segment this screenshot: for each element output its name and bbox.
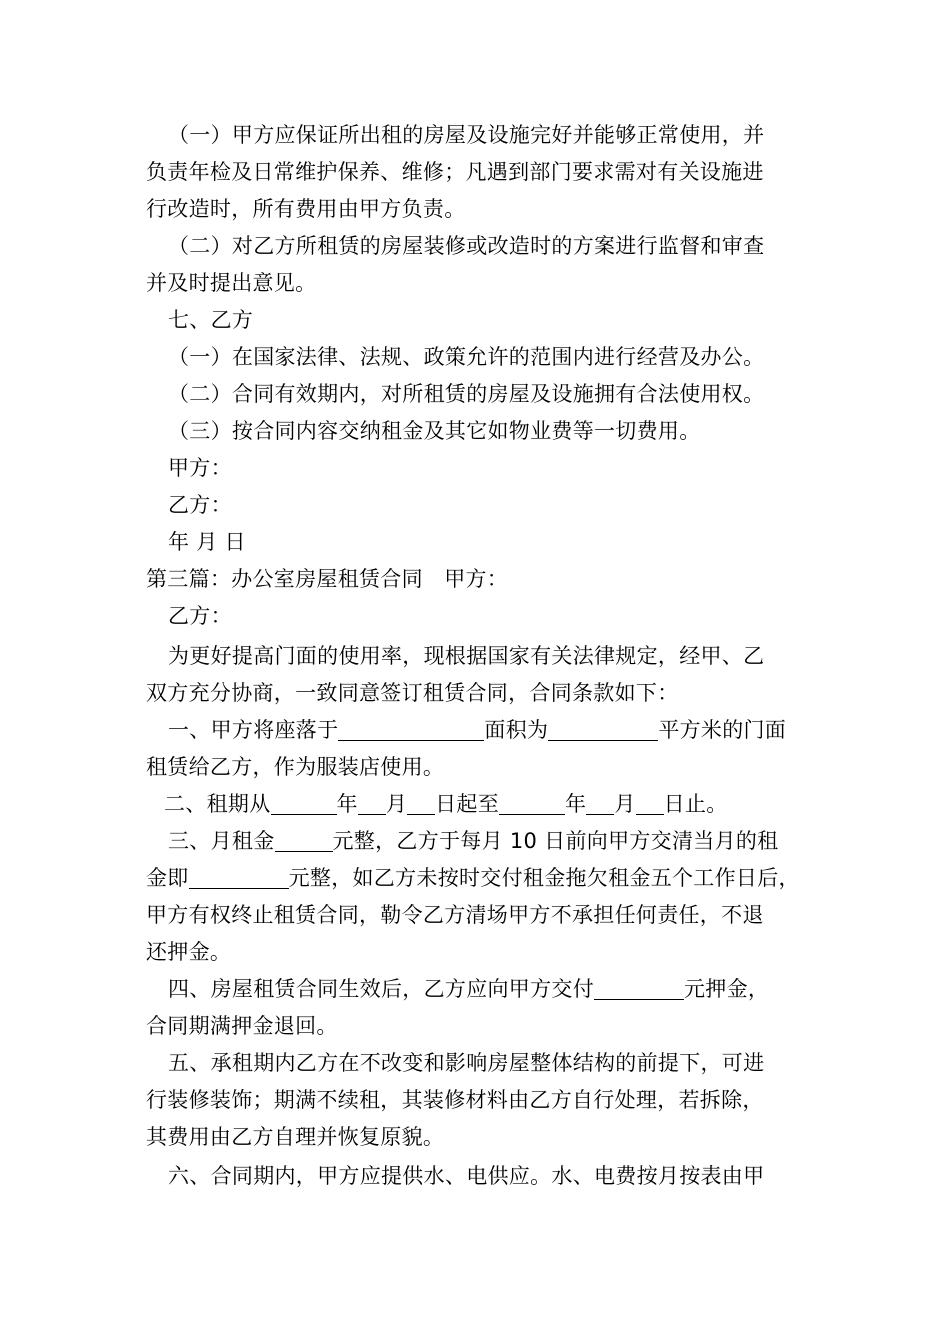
clause-text: 金即 <box>146 866 189 890</box>
blank-area[interactable] <box>548 716 658 741</box>
clause-4-line-1 <box>146 971 838 1007</box>
paragraph-line: 并及时提出意见。 <box>146 271 317 295</box>
paragraph-line: （三）按合同内容交纳租金及其它如物业费等一切费用。 <box>168 419 701 443</box>
clause-text: 年 <box>565 792 587 816</box>
section-heading: 七、乙方 <box>168 308 254 332</box>
clause-6-line-1: 六、合同期内，甲方应提供水、电供应。水、电费按月按表由甲 <box>168 1164 765 1188</box>
clause-text: 面积为 <box>484 718 549 742</box>
signature-date: 年 月 日 <box>168 530 246 554</box>
paragraph-line: 双方充分协商，一致同意签订租赁合同，合同条款如下： <box>146 681 679 705</box>
clause-text: 月 <box>614 792 636 816</box>
blank-monthly-rent[interactable] <box>275 827 333 852</box>
paragraph-line: （一）甲方应保证所出租的房屋及设施完好并能够正常使用，并 <box>168 123 765 147</box>
signature-party-a: 甲方： <box>168 456 232 480</box>
clause-4-line-2: 合同期满押金退回。 <box>146 1014 338 1038</box>
clause-text: 年 <box>336 792 358 816</box>
clause-text: 三、月租金 <box>168 829 275 853</box>
paragraph-line: 为更好提高门面的使用率，现根据国家有关法律规定，经甲、乙 <box>168 644 765 668</box>
blank-start-month[interactable] <box>358 790 386 815</box>
paragraph-line: 行改造时，所有费用由甲方负责。 <box>146 197 466 221</box>
blank-deposit[interactable] <box>594 975 684 1000</box>
clause-text: 一、甲方将座落于 <box>168 718 339 742</box>
blank-start-day[interactable] <box>407 790 435 815</box>
clause-5-line-1: 五、承租期内乙方在不改变和影响房屋整体结构的前提下，可进 <box>168 1051 765 1075</box>
clause-text: 元押金， <box>684 977 770 1001</box>
clause-text: 日止。 <box>663 792 728 816</box>
clause-text: 月 <box>385 792 408 816</box>
party-b-label: 乙方： <box>168 604 232 628</box>
clause-text: 平方米的门面 <box>658 718 787 742</box>
blank-end-year[interactable] <box>499 790 565 815</box>
clause-3-line-3: 甲方有权终止租赁合同，勒令乙方清场甲方不承担任何责任，不退 <box>146 903 764 927</box>
paragraph-line: 负责年检及日常维护保养、维修；凡遇到部门要求需对有关设施进 <box>146 160 764 184</box>
clause-text: 元整，如乙方未按时交付租金拖欠租金五个工作日后， <box>288 866 800 890</box>
clause-5-line-3: 其费用由乙方自理并恢复原貌。 <box>146 1125 445 1149</box>
clause-text: 日起至 <box>435 792 500 816</box>
clause-3-line-4: 还押金。 <box>146 940 232 964</box>
blank-location[interactable] <box>338 716 484 741</box>
clause-1-line-2: 租赁给乙方，作为服装店使用。 <box>146 755 445 779</box>
blank-start-year[interactable] <box>271 790 337 815</box>
blank-end-day[interactable] <box>636 790 664 815</box>
clause-text: 四、房屋租赁合同生效后，乙方应向甲方交付 <box>168 977 594 1001</box>
section-title: 第三篇：办公室房屋租赁合同 甲方： <box>146 567 509 591</box>
paragraph-line: （二）对乙方所租赁的房屋装修或改造时的方案进行监督和审查 <box>168 234 765 258</box>
signature-party-b: 乙方： <box>168 493 232 517</box>
clause-3-line-1 <box>146 823 838 859</box>
clause-text: 二、租期从 <box>164 792 271 816</box>
clause-2-line <box>146 786 834 822</box>
clause-text: 元整，乙方于每月 10 日前向甲方交清当月的租 <box>332 829 779 853</box>
clause-5-line-2: 行装修装饰；期满不续租，其装修材料由乙方自行处理，若拆除， <box>146 1088 764 1112</box>
clause-3-line-2 <box>146 860 816 896</box>
clause-1-line-1 <box>146 712 838 748</box>
paragraph-line: （一）在国家法律、法规、政策允许的范围内进行经营及办公。 <box>168 345 765 369</box>
blank-rent-amount[interactable] <box>189 864 289 889</box>
blank-end-month[interactable] <box>586 790 614 815</box>
paragraph-line: （二）合同有效期内，对所租赁的房屋及设施拥有合法使用权。 <box>168 382 765 406</box>
